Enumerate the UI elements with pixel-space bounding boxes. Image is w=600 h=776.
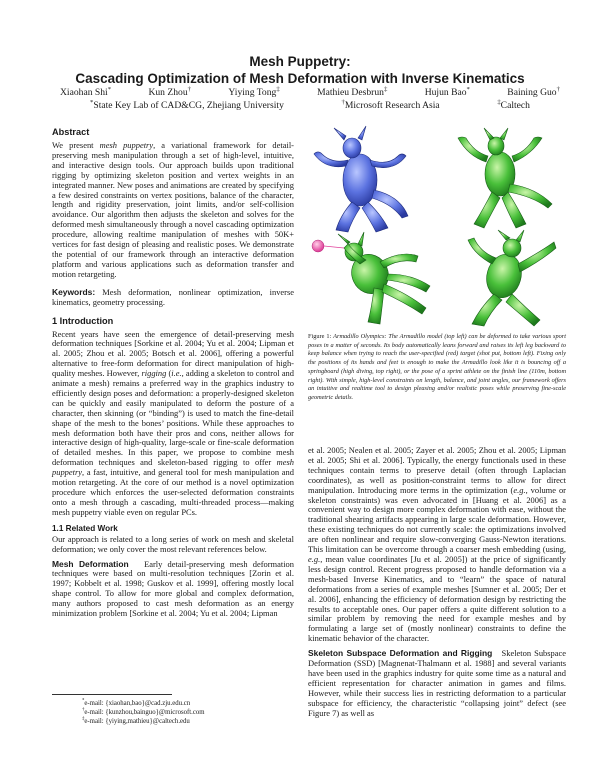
left-column bbox=[52, 126, 294, 619]
author: Hujun Bao* bbox=[424, 85, 470, 98]
armadillo-high-diving bbox=[458, 128, 552, 228]
armadillo-sprint bbox=[468, 230, 556, 326]
keywords: Keywords: Mesh deformation, nonlinear optimization, inverse kinematics, geometry processing. bbox=[52, 286, 294, 307]
affiliation: †Microsoft Research Asia bbox=[341, 98, 440, 111]
author-list bbox=[60, 87, 560, 99]
footnote: *e-mail: {xiaohan,bao}@cad.zju.edu.cn bbox=[82, 698, 191, 707]
related-work-heading: 1.1 Related Work bbox=[52, 523, 118, 533]
affiliation: ‡Caltech bbox=[497, 98, 530, 111]
author: Kun Zhou† bbox=[148, 85, 191, 98]
target-line bbox=[324, 246, 344, 248]
author: Baining Guo† bbox=[507, 85, 560, 98]
intro-paragraph: Recent years have seen the emergence of detail-preserving mesh deformation techniques [Sorkine et al. 2004; Yu et al. 2004; Lipman et al. 2005; Zhou et al. 2005; Botsch et al. 2006], offering a powerful alternative to free-form deformation for direct manipulation of high-quality meshes. However, rigging (i.e., adding a skeleton to control and animate a mesh) remains a preferred way in the graphics industry to efficiently design poses and deformation: a properly-designed skeleton can be quickly and easily manipulated to deform the posture of a character, then skinning (or “binding”) is used to match the fine-detail shape of the mesh to the bones’ positions. While these approaches to mesh deformation both have their pros and cons, neither allows for interactive design of high-quality, large-scale or fine-scale deformation of detailed meshes. In this paper, we propose to combine mesh deformation techniques and skeleton-based rigging to offer mesh puppetry, a fast, intuitive, and general tool for mesh manipulation and motion retargeting. At the core of our method is a novel optimization procedure which enforces the user-selected deformation constraints onto a mesh through a cascading, multi-threaded process—making mesh puppetry viable even on regular PCs. bbox=[52, 328, 294, 517]
affiliation-list bbox=[90, 100, 530, 112]
affiliation: *State Key Lab of CAD&CG, Zhejiang University bbox=[90, 98, 284, 111]
footnote: ‡e-mail: {yiying,mathieu}@caltech.edu bbox=[82, 716, 190, 725]
author: Xiaohan Shi* bbox=[60, 85, 112, 98]
figure-1-caption: Figure 1: Armadillo Olympics: The Armadillo model (top left) can be deformed to take various sport poses in a matter of seconds. Its body automatically leans forward and raises its left leg backward to keep balance when trying to reach the user-specified (red) target (shot put, bottom left). Fixing only the positions of its hands and feet is enough to make the Armadillo look like it is bouncing off a springboard (high diving, top right), or the pose of a sprint athlete on the finish line (110m, bottom right). With simple, high-level constraints on length, balance, and joint angles, our framework offers an intuitive and realtime tool to design pleasing and/or realistic poses while preserving fine-scale geometric details. bbox=[308, 333, 566, 401]
footnotes bbox=[82, 699, 302, 726]
right-column bbox=[308, 446, 566, 718]
footnote: †e-mail: {kunzhou,bainguo}@microsoft.com bbox=[82, 707, 205, 716]
author: Mathieu Desbrun‡ bbox=[317, 85, 388, 98]
right-paragraph-1: et al. 2005; Nealen et al. 2005; Zayer et al. 2005; Zhou et al. 2005; Lipman et al. 2005; Shi et al. 2006]. Typically, the energy functionals used in these techniques contain terms to preserve detail (often through Laplacian coordinates), as well as position-constraint terms to allow for direct manipulation. Introducing more terms in the optimization (e.g., volume or skeleton constraints) was even advocated in [Huang et al. 2006] as a convenient way to design more complex deformation with ease, without the traditional shearing artifacts appearing in large scale deformation. However, these existing techniques do not currently scale: the optimizations involved are often nonlinear and require slow-converging Gauss-Newton iterations. This limitation can be overcome through a coarser mesh embedding (using, e.g., mean value coordinates [Ju et al. 2005]) at the price of significantly less design control. Recent progress proposed to handle deformation via a mesh-based Inverse Kinematics, and to “learn” the space of natural deformations from a series of example meshes [Sumner et al. 2005; Der et al. 2006], enhancing the efficiency of deformation design by restricting the results to acceptable ones. Our paper offers a quite different solution to a similar problem by removing the need for example meshes and by formulating a large set of (mostly nonlinear) constraints to define the kinematic behavior of the character. bbox=[308, 445, 566, 644]
abstract-body: We present mesh puppetry, a variational framework for detail-preserving mesh manipulation through a set of high-level, intuitive, and interactive design tools. Our approach builds upon traditional rigging by optimizing skeleton position and vertex weights in an integrated manner. New poses and animations are created by specifying a few desired constraints on vertex positions, balance of the character, length and rigidity preservation, joint limits, and/or self-collision avoidance. Our algorithm then adjusts the skeleton and solves for the deformed mesh simultaneously through a novel cascading optimization procedure, allowing realtime manipulation of meshes with 50K+ vertices for fast design of pleasing and realistic poses. We demonstrate the potential of our framework through an interactive deformation platform and various applications such as deformation transfer and motion retargeting. bbox=[52, 140, 294, 279]
intro-heading: 1 Introduction bbox=[52, 315, 114, 326]
target-sphere-icon bbox=[312, 240, 324, 252]
ssd-paragraph: Skeleton Subspace Deformation and Rigging Skeleton Subspace Deformation (SSD) [Magnenat-Thalmann et al. 1988] and several variants have been used in the graphics industry for quite some time as a natural and efficient representation for character animation in games and films. However, while their success lies in restricting deformation to a particular subspace for efficiency, the characteristic “collapsing joint” defect (see Figure 7) as well as bbox=[308, 648, 566, 718]
mesh-deformation-paragraph: Mesh Deformation Early detail-preserving mesh deformation techniques were based on multi-resolution techniques [Zorin et al. 1997; Kobbelt et al. 1998; Guskov et al. 1999], offering mostly local shape control. To allow for more global and complex deformation, many authors proposed to cast mesh deformation as an energy minimization problem [Sorkine et al. 2004; Yu et al. 2004; Lipman bbox=[52, 558, 294, 619]
figure-1-armadillo bbox=[308, 124, 566, 330]
related-work-paragraph: Our approach is related to a long series of work on mesh and skeletal deformation; we only cover the most relevant references below. bbox=[52, 533, 294, 554]
author: Yiying Tong‡ bbox=[228, 85, 280, 98]
paper-title-line1: Mesh Puppetry: bbox=[249, 54, 351, 69]
armadillo-rest-pose bbox=[314, 126, 408, 232]
footnote-rule bbox=[52, 694, 172, 695]
abstract-heading: Abstract bbox=[52, 127, 90, 137]
armadillo-shot-put bbox=[338, 232, 430, 324]
paper-title-line2: Cascading Optimization of Mesh Deformation with Inverse Kinematics bbox=[75, 71, 525, 86]
